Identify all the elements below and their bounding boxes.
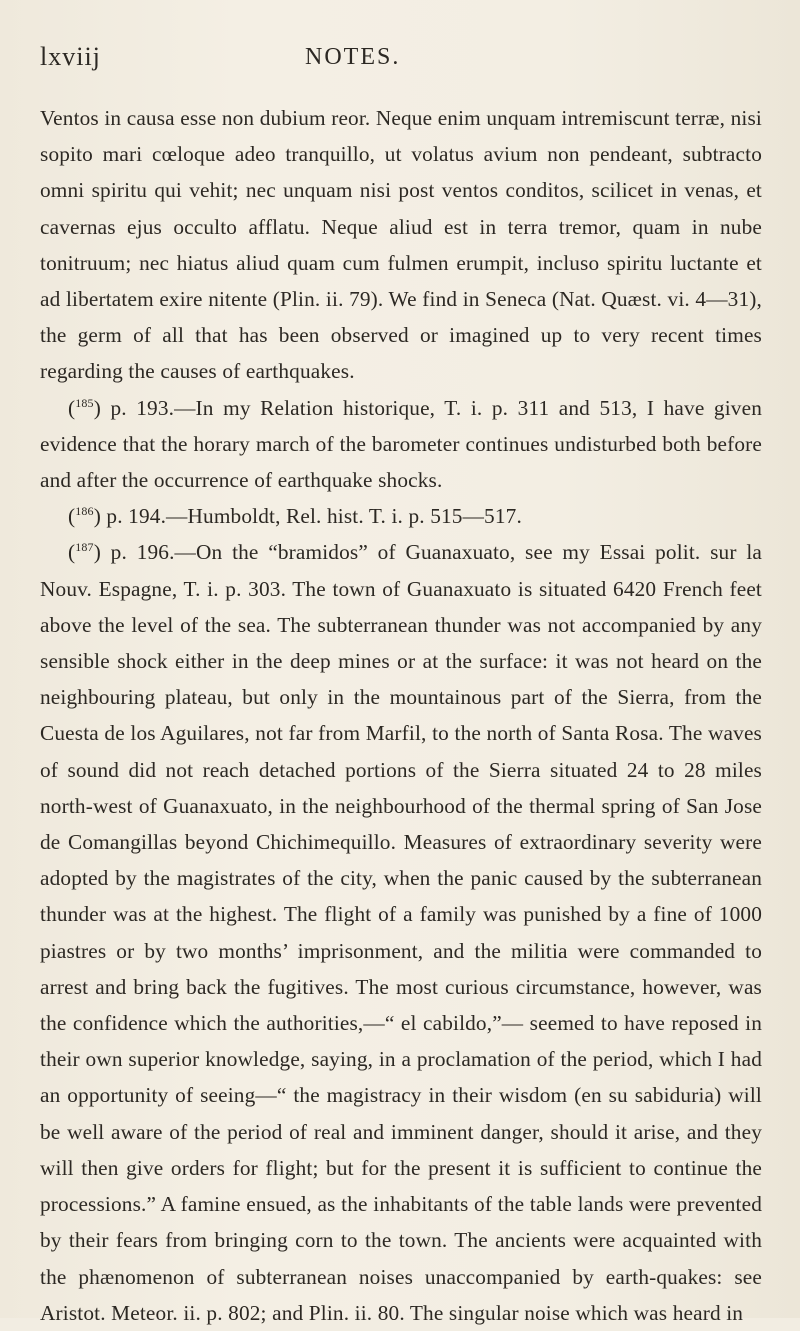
page-header <box>40 42 762 90</box>
note-text: p. 196.—On the “bramidos” of Guanaxuato, see my Essai polit. sur la Nouv. Espagne, T. i. p. 303. The town of Guanaxuato is situated 6420 French feet above the level of the sea. The subterranean thunder was not accompanied by any sensible shock either in the deep mines or at the surface: it was not heard on the neighbouring plateau, but only in the mountainous part of the Sierra, from the Cuesta de los Aguilares, not far from Marfil, to the north of Santa Rosa. The waves of sound did not reach detached portions of the Sierra situated 24 to 28 miles north-west of Guanaxuato, in the neighbourhood of the thermal spring of San Jose de Comangillas beyond Chichimequillo. Measures of extraordinary severity were adopted by the magistrates of the city, when the panic caused by the subterranean thunder was at the highest. The flight of a family was punished by a fine of 1000 piastres or by two months’ imprisonment, and the militia were commanded to arrest and bring back the fugitives. The most curious circumstance, however, was the confidence which the authorities,—“ el cabildo,”— seemed to have reposed in their own superior knowledge, saying, in a proclamation of the period, which I had an opportunity of seeing—“ the magistracy in their wisdom (en su sabiduria) will be well aware of the period of real and imminent danger, should it arise, and they will then give orders for flight; but for the present it is sufficient to continue the processions.” A famine ensued, as the inhabitants of the table lands were prevented by their fears from bringing corn to the town. The ancients were acquainted with the phænomenon of subterranean noises unaccompanied by earth-quakes: see Aristot. Meteor. ii. p. 802; and Plin. ii. 80. The singular noise which was heard in <box>40 540 762 1325</box>
note-185: ($^{185}$) p. 193.—In my Relation historique, T. i. p. 311 and 513, I have given evidence that the horary march of the barometer continues undisturbed both before and after the occurrence of earthquake shocks. <box>40 395 762 493</box>
note-number: 187 <box>75 540 94 555</box>
note-187: ($^{187}$) p. 196.—On the “bramidos” of Guanaxuato, see my Essai polit. sur la Nouv. Espagne, T. i. p. 303. The town of Guanaxuato is situated 6420 French feet above the level of the sea. The subterranean thunder was not accompanied by any sensible shock either in the deep mines or at the surface: it was not heard on the neighbouring plateau, but only in the mountainous part of the Sierra, from the Cuesta de los Aguilares, not far from Marfil, to the north of Santa Rosa. The waves of sound did not reach detached portions of the Sierra situated 24 to 28 miles north-west of Guanaxuato, in the neighbourhood of the thermal spring of San Jose de Comangillas beyond Chichimequillo. Measures of extraordinary severity were adopted by the magistrates of the city, when the panic caused by the subterranean thunder was at the highest. The flight of a family was punished by a fine of 1000 piastres or by two months’ imprisonment, and the militia were commanded to arrest and bring back the fugitives. The most curious circumstance, however, was the confidence which the authorities,—“ el cabildo,”— seemed to have reposed in their own superior knowledge, saying, in a proclamation of the period, which I had an opportunity of seeing—“ the magistracy in their wisdom (en su sabiduria) will be well aware of the period of real and imminent danger, should it arise, and they will then give orders for flight; but for the present it is sufficient to continue the processions.” A famine ensued, as the inhabitants of the table lands were prevented by their fears from bringing corn to the town. The ancients were acquainted with the phænomenon of subterranean noises unaccompanied by earth-quakes: see Aristot. Meteor. ii. p. 802; and Plin. ii. 80. The singular noise which was heard in <box>40 540 762 1325</box>
note-text: p. 193.—In my Relation historique, T. i. p. 311 and 513, I have given evidence that the horary march of the barometer continues undisturbed both before and after the occurrence of earthquake shocks. <box>40 395 762 493</box>
page-number: lxviij <box>40 42 101 71</box>
note-186: ($^{186}$) p. 194.—Humboldt, Rel. hist. T. i. p. 515—517. <box>68 504 522 529</box>
note-number: 186 <box>75 504 94 519</box>
running-head: NOTES. <box>305 44 401 70</box>
note-number: 185 <box>75 395 94 410</box>
paragraph-continued: Ventos in causa esse non dubium reor. Neque enim unquam intremiscunt terræ, nisi sopito mari cœloque adeo tranquillo, ut volatus avium non pendeant, subtracto omni spiritu qui vehit; nec unquam nisi post ventos conditos, scilicet in venas, et cavernas ejus occulto afflatu. Neque aliud est in terra tremor, quam in nube tonitruum; nec hiatus aliud quam cum fulmen erumpit, incluso spiritu luctante et ad libertatem exire nitente (Plin. ii. 79). We find in Seneca (Nat. Quæst. vi. 4—31), the germ of all that has been observed or imagined up to very recent times regarding the causes of earthquakes. <box>40 106 762 384</box>
note-text: p. 194.—Humboldt, Rel. hist. T. i. p. 515—517. <box>100 504 522 529</box>
notes-body <box>40 100 762 1331</box>
